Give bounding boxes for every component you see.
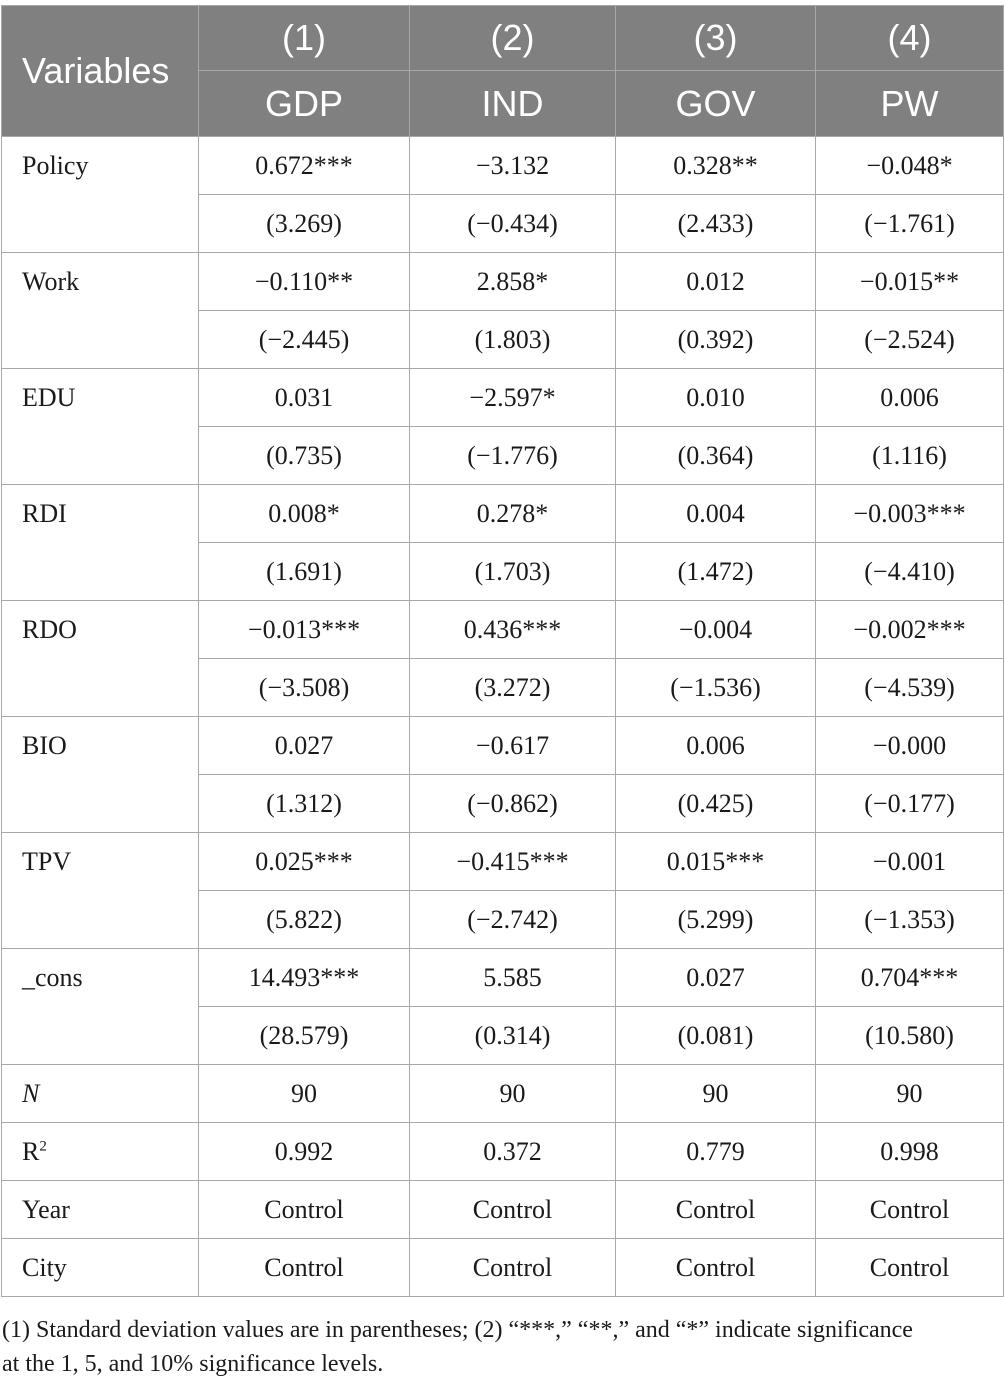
coef-row — [2, 601, 1004, 659]
header-row-numbers — [2, 6, 1004, 71]
stat-cell: Control — [816, 1239, 1004, 1297]
coef-row — [2, 485, 1004, 543]
coef-cell: −0.048* — [816, 137, 1004, 195]
variable-label: RDI — [2, 485, 199, 601]
footnote-line: (1) Standard deviation values are in parentheses; (2) “***,” “**,” and “*” indicate significance — [2, 1317, 913, 1343]
regression-table — [1, 5, 1004, 1297]
se-cell: (5.299) — [616, 891, 816, 949]
coef-cell: 14.493*** — [199, 949, 410, 1007]
stat-row-r2 — [2, 1123, 1004, 1181]
se-cell: (−2.742) — [410, 891, 616, 949]
se-cell: (0.735) — [199, 427, 410, 485]
se-cell: (−1.353) — [816, 891, 1004, 949]
se-cell: (−4.410) — [816, 543, 1004, 601]
se-cell: (0.392) — [616, 311, 816, 369]
variable-label: Work — [2, 253, 199, 369]
coef-cell: 0.015*** — [616, 833, 816, 891]
se-cell: (2.433) — [616, 195, 816, 253]
coef-row — [2, 369, 1004, 427]
stat-cell: 0.992 — [199, 1123, 410, 1181]
coef-row — [2, 833, 1004, 891]
variable-label: TPV — [2, 833, 199, 949]
stat-cell: 0.779 — [616, 1123, 816, 1181]
column-name-header: GDP — [199, 71, 410, 137]
coef-cell: −0.004 — [616, 601, 816, 659]
column-name-header: GOV — [616, 71, 816, 137]
coef-cell: −0.000 — [816, 717, 1004, 775]
stat-cell: Control — [199, 1181, 410, 1239]
se-cell: (−2.524) — [816, 311, 1004, 369]
variable-label: EDU — [2, 369, 199, 485]
coef-cell: 0.672*** — [199, 137, 410, 195]
se-cell: (1.312) — [199, 775, 410, 833]
coef-cell: −0.013*** — [199, 601, 410, 659]
coef-cell: 0.004 — [616, 485, 816, 543]
coef-cell: 0.027 — [199, 717, 410, 775]
stat-cell: Control — [616, 1181, 816, 1239]
coef-cell: −0.110** — [199, 253, 410, 311]
se-cell: (0.081) — [616, 1007, 816, 1065]
coef-cell: 0.010 — [616, 369, 816, 427]
stat-cell: Control — [616, 1239, 816, 1297]
coef-cell: 0.328** — [616, 137, 816, 195]
coef-cell: 0.278* — [410, 485, 616, 543]
table-header — [2, 6, 1004, 137]
coef-cell: 0.031 — [199, 369, 410, 427]
coef-cell: 0.025*** — [199, 833, 410, 891]
se-cell: (0.425) — [616, 775, 816, 833]
coef-cell: −3.132 — [410, 137, 616, 195]
table-footnote — [2, 1313, 1005, 1381]
coef-cell: 0.006 — [616, 717, 816, 775]
coef-cell: −2.597* — [410, 369, 616, 427]
se-cell: (−1.776) — [410, 427, 616, 485]
stat-cell: Control — [410, 1181, 616, 1239]
coef-row — [2, 949, 1004, 1007]
variable-label: RDO — [2, 601, 199, 717]
coef-cell: −0.015** — [816, 253, 1004, 311]
coef-cell: −0.002*** — [816, 601, 1004, 659]
coef-cell: −0.415*** — [410, 833, 616, 891]
stat-label: N — [2, 1065, 199, 1123]
stat-label — [2, 1123, 199, 1181]
coef-cell: −0.001 — [816, 833, 1004, 891]
r2-label-base: R — [22, 1136, 40, 1166]
stat-cell: 90 — [410, 1065, 616, 1123]
se-cell: (10.580) — [816, 1007, 1004, 1065]
column-name-header: PW — [816, 71, 1004, 137]
column-name-header: IND — [410, 71, 616, 137]
coef-row — [2, 137, 1004, 195]
coef-cell: 0.012 — [616, 253, 816, 311]
column-number-header: (4) — [816, 6, 1004, 71]
se-cell: (1.703) — [410, 543, 616, 601]
variable-label: Policy — [2, 137, 199, 253]
coef-cell: 0.027 — [616, 949, 816, 1007]
coef-row — [2, 253, 1004, 311]
footnote-line: at the 1, 5, and 10% significance levels. — [2, 1351, 384, 1377]
se-cell: (−0.177) — [816, 775, 1004, 833]
stat-cell: Control — [199, 1239, 410, 1297]
stat-row-n — [2, 1065, 1004, 1123]
stat-cell: 0.998 — [816, 1123, 1004, 1181]
stat-label: Year — [2, 1181, 199, 1239]
stat-cell: Control — [410, 1239, 616, 1297]
stat-cell: Control — [816, 1181, 1004, 1239]
se-cell: (1.472) — [616, 543, 816, 601]
coef-cell: 0.006 — [816, 369, 1004, 427]
coef-cell: −0.617 — [410, 717, 616, 775]
coef-cell: −0.003*** — [816, 485, 1004, 543]
se-cell: (28.579) — [199, 1007, 410, 1065]
column-number-header: (3) — [616, 6, 816, 71]
variable-label: BIO — [2, 717, 199, 833]
coef-cell: 0.008* — [199, 485, 410, 543]
se-cell: (−2.445) — [199, 311, 410, 369]
r2-label-sup: 2 — [39, 1137, 47, 1154]
se-cell: (−3.508) — [199, 659, 410, 717]
se-cell: (1.116) — [816, 427, 1004, 485]
se-cell: (−0.434) — [410, 195, 616, 253]
stat-cell: 0.372 — [410, 1123, 616, 1181]
variable-label: _cons — [2, 949, 199, 1065]
stat-label: City — [2, 1239, 199, 1297]
stat-row-year — [2, 1181, 1004, 1239]
coef-cell: 0.436*** — [410, 601, 616, 659]
column-number-header: (2) — [410, 6, 616, 71]
se-cell: (−1.536) — [616, 659, 816, 717]
se-cell: (5.822) — [199, 891, 410, 949]
se-cell: (3.272) — [410, 659, 616, 717]
se-cell: (0.364) — [616, 427, 816, 485]
variables-header: Variables — [2, 6, 199, 137]
table-body — [2, 137, 1004, 1297]
coef-cell: 2.858* — [410, 253, 616, 311]
coef-cell: 0.704*** — [816, 949, 1004, 1007]
coef-row — [2, 717, 1004, 775]
column-number-header: (1) — [199, 6, 410, 71]
stat-cell: 90 — [199, 1065, 410, 1123]
se-cell: (−4.539) — [816, 659, 1004, 717]
se-cell: (0.314) — [410, 1007, 616, 1065]
se-cell: (1.691) — [199, 543, 410, 601]
se-cell: (−0.862) — [410, 775, 616, 833]
coef-cell: 5.585 — [410, 949, 616, 1007]
stat-cell: 90 — [816, 1065, 1004, 1123]
stat-cell: 90 — [616, 1065, 816, 1123]
stat-row-city — [2, 1239, 1004, 1297]
se-cell: (−1.761) — [816, 195, 1004, 253]
se-cell: (3.269) — [199, 195, 410, 253]
se-cell: (1.803) — [410, 311, 616, 369]
